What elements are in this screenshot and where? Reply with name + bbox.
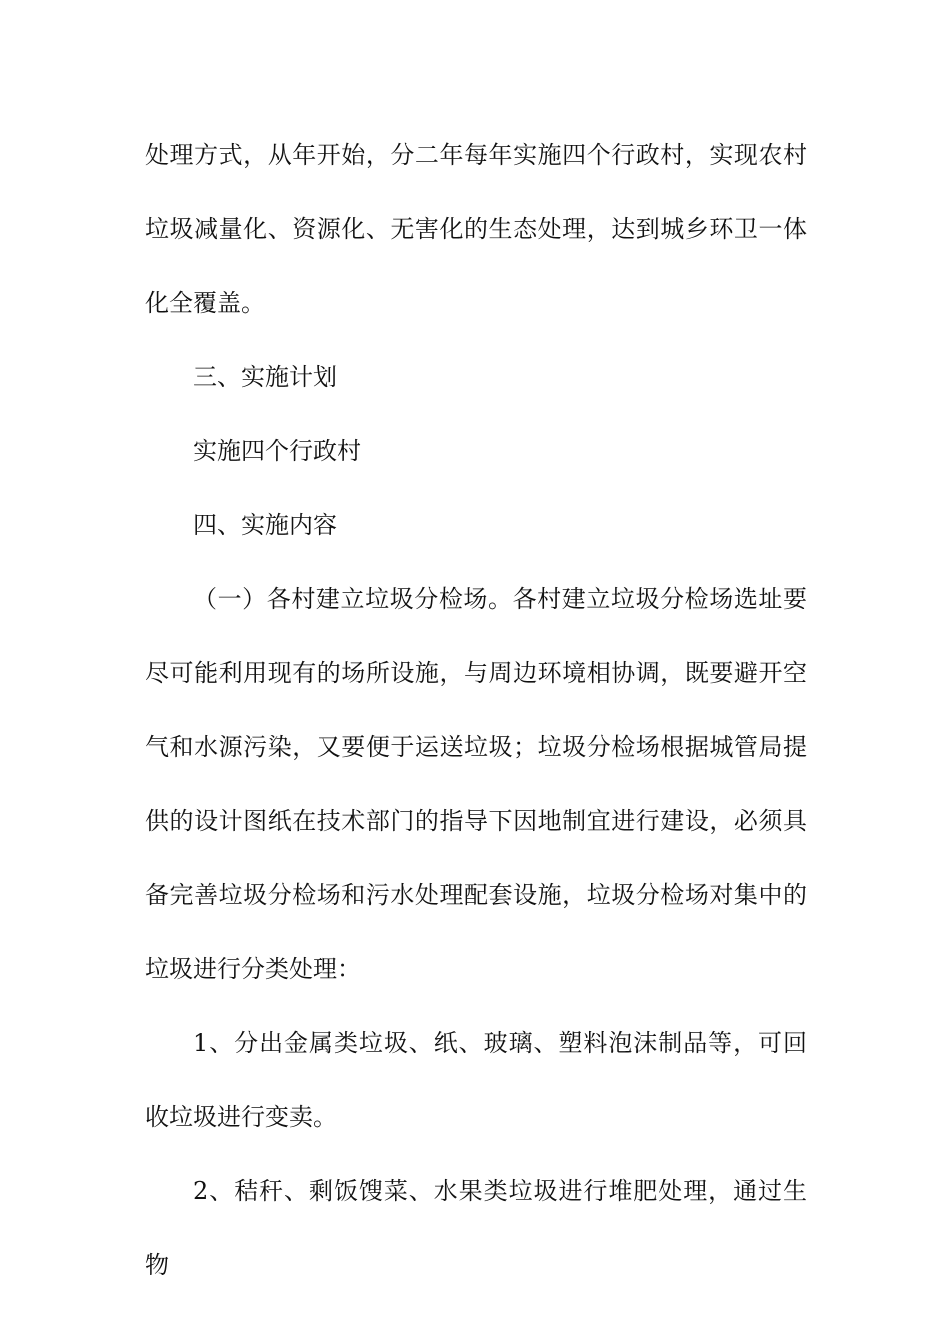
list-item-recyclables: 1、分出金属类垃圾、纸、玻璃、塑料泡沫制品等，可回收垃圾进行变卖。 [145,1029,807,1131]
document-body [145,118,807,1302]
paragraph-sorting-site: （一）各村建立垃圾分检场。各村建立垃圾分检场选址要尽可能利用现有的场所设施，与周边环境相协调，既要避开空气和水源污染，又要便于运送垃圾；垃圾分检场根据城管局提供的设计图纸在技术部门的指导下因地制宜进行建设，必须具备完善垃圾分检场和污水处理配套设施，垃圾分检场对集中的垃圾进行分类处理： [145,585,807,983]
list-item-compost: 2、秸秆、剩饭馊菜、水果类垃圾进行堆肥处理，通过生物 [145,1177,807,1279]
section-heading-implementation-plan: 三、实施计划 [193,363,337,391]
paragraph-plan-detail: 实施四个行政村 [193,437,361,465]
section-heading-implementation-content: 四、实施内容 [193,511,337,539]
paragraph-continuation: 处理方式，从年开始，分二年每年实施四个行政村，实现农村垃圾减量化、资源化、无害化的生态处理，达到城乡环卫一体化全覆盖。 [145,141,807,317]
